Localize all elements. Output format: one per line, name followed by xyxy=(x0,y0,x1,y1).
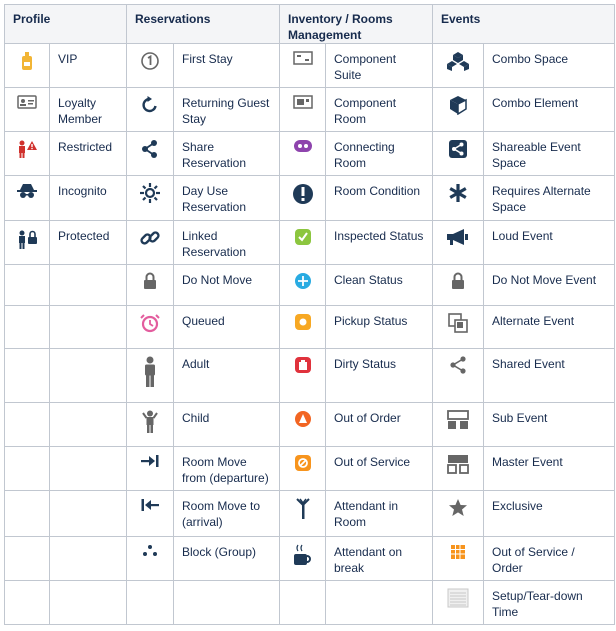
reservations-label: First Stay xyxy=(174,44,280,88)
event-lock-icon xyxy=(433,272,483,290)
profile-icon-cell xyxy=(5,403,50,447)
events-label: Sub Event xyxy=(484,403,615,447)
reservations-label: Room Move to (arrival) xyxy=(174,491,280,537)
reservations-label: Linked Reservation xyxy=(174,221,280,265)
events-label: Out of Service / Order xyxy=(484,537,615,581)
inventory-icon-cell xyxy=(280,447,326,491)
inventory-icon-cell xyxy=(280,491,326,537)
profile-label: Incognito xyxy=(50,176,127,221)
clean-status-icon xyxy=(280,272,325,290)
reservations-icon-cell xyxy=(127,349,174,403)
reservations-label: Block (Group) xyxy=(174,537,280,581)
exclusive-star-icon xyxy=(433,498,483,518)
events-label: Setup/Tear-down Time xyxy=(484,581,615,625)
reservations-label xyxy=(174,581,280,625)
table-row xyxy=(5,132,615,176)
inspected-status-icon xyxy=(280,228,325,246)
master-event-icon xyxy=(433,454,483,474)
profile-label xyxy=(50,581,127,625)
vip-icon xyxy=(5,51,49,71)
reservations-label: Returning Guest Stay xyxy=(174,88,280,132)
attendant-on-break-icon xyxy=(280,544,325,566)
reservations-icon-cell xyxy=(127,265,174,306)
returning-guest-icon xyxy=(127,95,173,115)
lock-icon xyxy=(127,272,173,290)
inventory-label: Component Suite xyxy=(326,44,433,88)
reservations-icon-cell xyxy=(127,581,174,625)
reservations-icon-cell xyxy=(127,132,174,176)
pickup-status-icon xyxy=(280,313,325,331)
header-events: Events xyxy=(433,5,615,44)
adult-person-icon xyxy=(127,356,173,388)
events-label: Loud Event xyxy=(484,221,615,265)
first-stay-icon xyxy=(127,51,173,71)
events-icon-cell xyxy=(433,447,484,491)
reservations-icon-cell xyxy=(127,447,174,491)
inventory-icon-cell xyxy=(280,221,326,265)
inventory-label: Room Condition xyxy=(326,176,433,221)
sub-event-icon xyxy=(433,410,483,430)
table-row xyxy=(5,176,615,221)
inventory-label: Component Room xyxy=(326,88,433,132)
inventory-label: Clean Status xyxy=(326,265,433,306)
events-icon-cell xyxy=(433,88,484,132)
inventory-icon-cell xyxy=(280,176,326,221)
out-of-service-icon xyxy=(280,454,325,472)
events-icon-cell xyxy=(433,581,484,625)
events-label: Do Not Move Event xyxy=(484,265,615,306)
reservations-icon-cell xyxy=(127,491,174,537)
component-suite-icon xyxy=(280,51,325,65)
events-icon-cell xyxy=(433,44,484,88)
events-label: Shareable Event Space xyxy=(484,132,615,176)
table-row xyxy=(5,349,615,403)
incognito-icon xyxy=(5,183,49,199)
reservations-icon-cell xyxy=(127,537,174,581)
table-row xyxy=(5,581,615,625)
reservations-label: Do Not Move xyxy=(174,265,280,306)
move-to-icon xyxy=(127,498,173,512)
shared-event-icon xyxy=(433,356,483,374)
attendant-in-room-icon xyxy=(280,498,325,520)
inventory-icon-cell xyxy=(280,537,326,581)
profile-label xyxy=(50,403,127,447)
table-row xyxy=(5,88,615,132)
profile-icon-cell xyxy=(5,491,50,537)
inventory-icon-cell xyxy=(280,403,326,447)
profile-label xyxy=(50,537,127,581)
dirty-status-icon xyxy=(280,356,325,374)
child-person-icon xyxy=(127,410,173,434)
table-row xyxy=(5,537,615,581)
inventory-label: Out of Order xyxy=(326,403,433,447)
alternate-space-asterisk-icon xyxy=(433,183,483,203)
profile-icon-cell xyxy=(5,44,50,88)
reservations-icon-cell xyxy=(127,176,174,221)
events-icon-cell xyxy=(433,349,484,403)
table-row xyxy=(5,491,615,537)
events-icon-cell xyxy=(433,491,484,537)
reservations-label: Share Reservation xyxy=(174,132,280,176)
inventory-label: Out of Service xyxy=(326,447,433,491)
reservations-label: Room Move from (departure) xyxy=(174,447,280,491)
reservations-icon-cell xyxy=(127,44,174,88)
profile-label: Loyalty Member xyxy=(50,88,127,132)
inventory-icon-cell xyxy=(280,581,326,625)
table-row xyxy=(5,403,615,447)
events-label: Requires Alternate Space xyxy=(484,176,615,221)
events-label: Exclusive xyxy=(484,491,615,537)
inventory-icon-cell xyxy=(280,306,326,349)
inventory-label: Attendant in Room xyxy=(326,491,433,537)
reservations-icon-cell xyxy=(127,306,174,349)
profile-icon-cell xyxy=(5,306,50,349)
inventory-label: Inspected Status xyxy=(326,221,433,265)
events-icon-cell xyxy=(433,306,484,349)
profile-icon-cell xyxy=(5,176,50,221)
profile-icon-cell xyxy=(5,581,50,625)
inventory-label: Dirty Status xyxy=(326,349,433,403)
reservations-icon-cell xyxy=(127,221,174,265)
table-row xyxy=(5,447,615,491)
events-icon-cell xyxy=(433,176,484,221)
profile-icon-cell xyxy=(5,537,50,581)
profile-label xyxy=(50,447,127,491)
protected-icon xyxy=(5,228,49,250)
events-icon-cell xyxy=(433,403,484,447)
room-condition-icon xyxy=(280,183,325,205)
queued-clock-icon xyxy=(127,313,173,333)
profile-label xyxy=(50,349,127,403)
table-row xyxy=(5,265,615,306)
table-row xyxy=(5,306,615,349)
reservations-label: Queued xyxy=(174,306,280,349)
events-icon-cell xyxy=(433,265,484,306)
profile-icon-cell xyxy=(5,221,50,265)
reservations-icon-cell xyxy=(127,403,174,447)
setup-teardown-icon xyxy=(433,588,483,608)
inventory-icon-cell xyxy=(280,349,326,403)
profile-label xyxy=(50,306,127,349)
restricted-icon xyxy=(5,139,49,159)
reservations-icon-cell xyxy=(127,88,174,132)
combo-space-icon xyxy=(433,51,483,71)
icon-legend-table xyxy=(4,4,615,625)
alternate-event-icon xyxy=(433,313,483,333)
profile-label: Restricted xyxy=(50,132,127,176)
linked-chain-icon xyxy=(127,228,173,248)
block-group-icon xyxy=(127,544,173,558)
profile-icon-cell xyxy=(5,349,50,403)
events-label: Master Event xyxy=(484,447,615,491)
header-reservations: Reservations xyxy=(127,5,280,44)
profile-icon-cell xyxy=(5,447,50,491)
inventory-label: Pickup Status xyxy=(326,306,433,349)
loud-event-megaphone-icon xyxy=(433,228,483,246)
out-of-order-icon xyxy=(280,410,325,428)
profile-icon-cell xyxy=(5,88,50,132)
share-icon xyxy=(127,139,173,159)
reservations-label: Adult xyxy=(174,349,280,403)
events-icon-cell xyxy=(433,132,484,176)
table-row xyxy=(5,221,615,265)
inventory-icon-cell xyxy=(280,88,326,132)
events-label: Shared Event xyxy=(484,349,615,403)
inventory-label: Attendant on break xyxy=(326,537,433,581)
move-from-icon xyxy=(127,454,173,468)
profile-label xyxy=(50,491,127,537)
out-of-service-order-icon xyxy=(433,544,483,560)
events-label: Alternate Event xyxy=(484,306,615,349)
loyalty-card-icon xyxy=(5,95,49,109)
header-row xyxy=(5,5,615,44)
inventory-label xyxy=(326,581,433,625)
profile-label xyxy=(50,265,127,306)
events-icon-cell xyxy=(433,537,484,581)
header-profile: Profile xyxy=(5,5,127,44)
events-icon-cell xyxy=(433,221,484,265)
reservations-label: Child xyxy=(174,403,280,447)
profile-icon-cell xyxy=(5,132,50,176)
day-use-sun-icon xyxy=(127,183,173,203)
events-label: Combo Element xyxy=(484,88,615,132)
events-label: Combo Space xyxy=(484,44,615,88)
inventory-icon-cell xyxy=(280,44,326,88)
table-row xyxy=(5,44,615,88)
profile-label: Protected xyxy=(50,221,127,265)
inventory-icon-cell xyxy=(280,132,326,176)
inventory-label: Connecting Room xyxy=(326,132,433,176)
component-room-icon xyxy=(280,95,325,109)
inventory-icon-cell xyxy=(280,265,326,306)
combo-element-icon xyxy=(433,95,483,115)
connecting-room-icon xyxy=(280,139,325,153)
shareable-space-icon xyxy=(433,139,483,159)
header-inventory: Inventory / Rooms Management xyxy=(280,5,433,44)
profile-icon-cell xyxy=(5,265,50,306)
profile-label: VIP xyxy=(50,44,127,88)
reservations-label: Day Use Reservation xyxy=(174,176,280,221)
